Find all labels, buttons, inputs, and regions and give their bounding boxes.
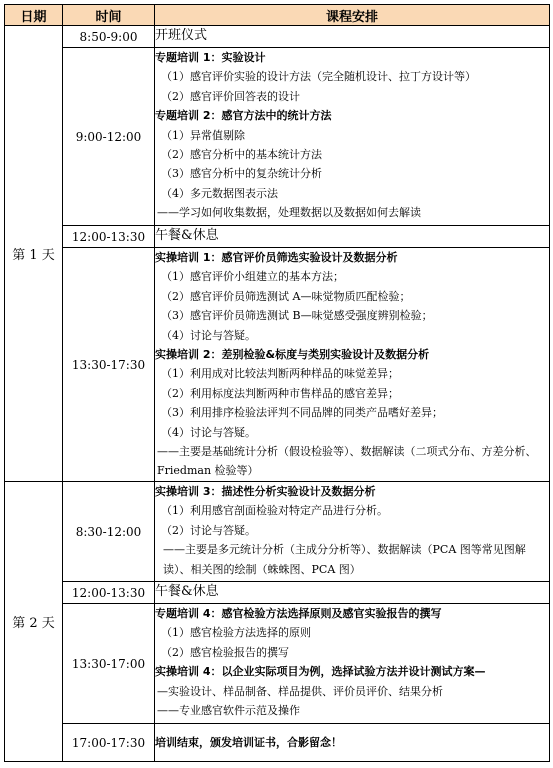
table-row (5, 604, 550, 724)
session-item: （3）利用排序检验法评判不同品牌的同类产品嗜好差异； (161, 406, 443, 420)
session-item: （2）感官检验报告的撰写 (161, 645, 289, 659)
session-heading: 实操培训 2：差别检验&标度与类别实验设计及数据分析 (155, 348, 430, 362)
table-row (5, 724, 550, 762)
day1-r1-text: 开班仪式 (155, 26, 550, 48)
session-item: （1）感官评价实验的设计方法（完全随机设计、拉丁方设计等） (161, 70, 476, 84)
session-heading: 专题培训 1：实验设计 (155, 51, 266, 64)
table-row (5, 582, 550, 604)
day2-r2-time: 12:00-13:30 (63, 582, 155, 604)
day2-r4-time: 17:00-17:30 (63, 724, 155, 762)
session-item: （2）利用标度法判断两种市售样品的感官差异； (161, 386, 399, 400)
session-item: （1）异常值剔除 (161, 128, 245, 142)
session-item: （2）感官评价回答表的设计 (161, 89, 300, 103)
day1-r4-content (155, 248, 550, 482)
session-note: ——专业感官软件示范及操作 (157, 704, 300, 718)
session-note: ——学习如何收集数据，处理数据以及数据如何去解读 (157, 206, 421, 220)
day2-r3-time: 13:30-17:00 (63, 604, 155, 724)
schedule-table (4, 4, 550, 762)
day1-r2-content (155, 48, 550, 226)
day2-r4-content (155, 724, 550, 762)
session-item: （2）感官分析中的基本统计方法 (161, 148, 322, 162)
header-row (5, 5, 550, 26)
header-plan: 课程安排 (155, 5, 550, 26)
session-heading: 实操培训 3：描述性分析实验设计及数据分析 (155, 485, 376, 498)
session-item: （4）讨论与答疑。 (161, 425, 256, 439)
day1-r4-time: 13:30-17:30 (63, 248, 155, 482)
session-note: —实验设计、样品制备、样品提供、评价员评价、结果分析 (157, 684, 443, 698)
day2-label: 第 2 天 (5, 482, 63, 762)
session-item: （1）感官检验方法选择的原则 (161, 626, 311, 640)
session-heading: 专题培训 4：感官检验方法选择原则及感官实验报告的撰写 (155, 607, 442, 620)
session-item: （1）利用成对比较法判断两种样品的味觉差异； (161, 367, 399, 381)
session-item: （1）感官评价小组建立的基本方法； (161, 270, 344, 284)
session-item: （2）感官评价员筛选测试 A—味觉物质匹配检验； (161, 289, 411, 303)
day1-r3-time: 12:00-13:30 (63, 226, 155, 248)
session-heading: 专题培训 2：感官方法中的统计方法 (155, 109, 332, 123)
day2-r3-content (155, 604, 550, 724)
session-item: （2）讨论与答疑。 (161, 523, 256, 537)
table-row (5, 482, 550, 582)
schedule-document (4, 4, 549, 762)
table-row (5, 26, 550, 48)
day2-r1-content (155, 482, 550, 582)
session-item: （4）多元数据图表示法 (161, 186, 278, 200)
day1-r3-text: 午餐&休息 (155, 226, 550, 248)
session-note: ——主要是基础统计分析（假设检验等）、数据解读（二项式分布、方差分析、Friedman 检验等） (157, 445, 537, 478)
day2-r1-time: 8:30-12:00 (63, 482, 155, 582)
table-row (5, 48, 550, 226)
session-item: （4）讨论与答疑。 (161, 328, 256, 342)
session-item: （3）感官评价员筛选测试 B—味觉感受强度辨别检验； (161, 309, 433, 323)
session-heading: 实操培训 1：感官评价员筛选实验设计及数据分析 (155, 251, 398, 264)
table-row (5, 248, 550, 482)
table-row (5, 226, 550, 248)
day1-r1-time: 8:50-9:00 (63, 26, 155, 48)
session-item: （1）利用感官剖面检验对特定产品进行分析。 (161, 504, 388, 518)
header-time: 时间 (63, 5, 155, 26)
day1-r2-time: 9:00-12:00 (63, 48, 155, 226)
session-note: ——主要是多元统计分析（主成分分析等）、数据解读（PCA 图等常见图解读）、相关图的绘制（蛛蛛图、PCA 图） (163, 543, 526, 576)
session-item: （3）感官分析中的复杂统计分析 (161, 167, 322, 181)
session-heading: 实操培训 4：以企业实际项目为例，选择试验方法并设计测试方案— (155, 665, 486, 679)
header-day: 日期 (5, 5, 63, 26)
day2-r2-text: 午餐&休息 (155, 582, 550, 604)
closing-text: 培训结束，颁发培训证书，合影留念！ (155, 735, 342, 749)
day1-label: 第 1 天 (5, 26, 63, 482)
